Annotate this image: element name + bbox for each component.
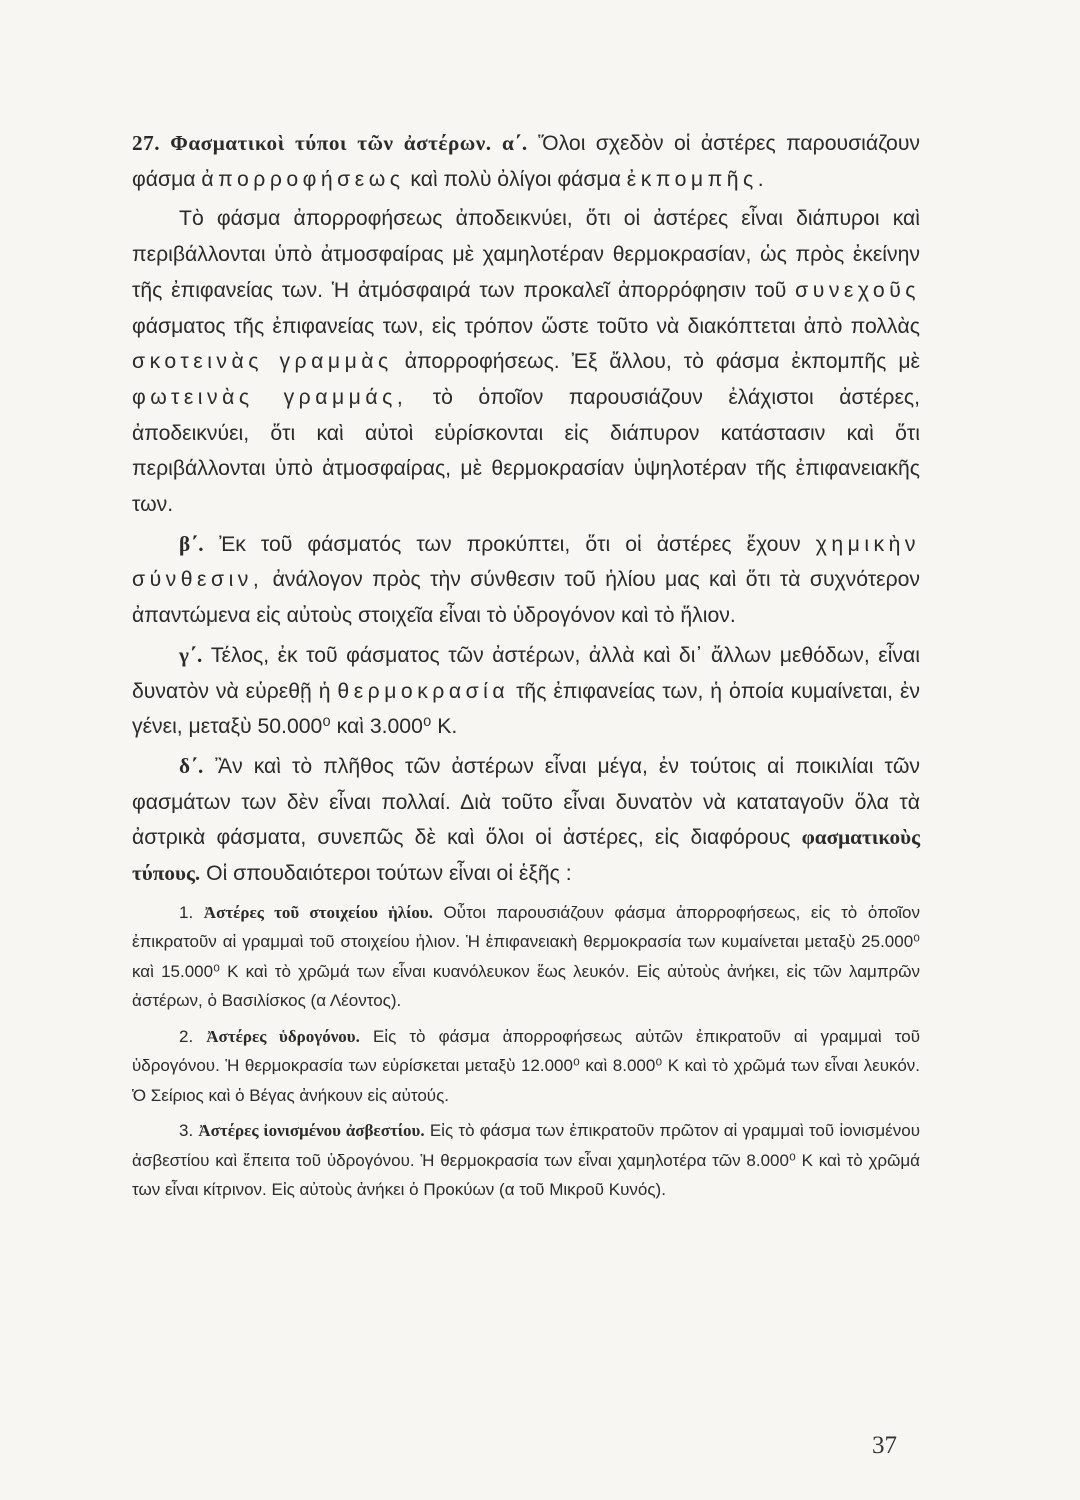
section-heading: 27. Φασματικοὶ τύποι τῶν ἀστέρων. bbox=[132, 131, 492, 155]
list-item-text: Εἰς τὸ φάσμα ἀπορροφήσεως αὐτῶν ἐπικρατοῦν αἱ γραμμαὶ τοῦ ὑδρογόνου. Ἡ θερμοκρασία των εὑρίσκεται μεταξὺ 12.000⁰ καὶ 8.000⁰ Κ καὶ τὸ χρῶμά των εἶναι λευκόν. Ὁ Σείριος καὶ ὁ Βέγας ἀνήκουν εἰς αὐτούς. bbox=[132, 1026, 920, 1105]
paragraph-d bbox=[132, 749, 920, 892]
text-run: ἀνάλογον πρὸς τὴν σύνθεσιν τοῦ ἡλίου μας καὶ ὅτι τὰ συχνότερον ἀπαντώμενα εἰς αὐτοὺς στοιχεῖα εἶναι τὸ ὑδρογόνον καὶ τὸ ἥλιον. bbox=[132, 568, 920, 628]
paragraph-c bbox=[132, 638, 920, 745]
paragraph-intro bbox=[132, 126, 920, 197]
text-run: Οἱ σπουδαιότεροι τούτων εἶναι οἱ ἑξῆς : bbox=[206, 862, 572, 886]
page-number: 37 bbox=[872, 1432, 897, 1459]
list-item-number: 1. bbox=[179, 902, 194, 922]
sub-label-d: δ΄. bbox=[179, 753, 204, 778]
text-run: Ἂν καὶ τὸ πλῆθος τῶν ἀστέρων εἶναι μέγα, ἐν τούτοις αἱ ποικιλίαι τῶν φασμάτων των δὲν εἶναι πολλαί. Διὰ τοῦτο εἶναι δυνατὸν νὰ καταταγοῦν ὅλα τὰ ἀστρικὰ φάσματα, συνεπῶς δὲ καὶ ὅλοι οἱ ἀστέρες, εἰς διαφόρους bbox=[132, 754, 921, 850]
text-run: τῆς ἐπιφανείας των, ἡ ὁποία κυμαίνεται, ἐν γένει, μεταξὺ 50.000⁰ καὶ 3.000⁰ Κ. bbox=[132, 679, 921, 739]
spectral-type-list bbox=[132, 898, 920, 1205]
list-item-title: Ἀστέρες τοῦ στοιχείου ἡλίου. bbox=[203, 902, 433, 922]
bold-term: φασματικοὺς τύπους. bbox=[132, 825, 921, 886]
spaced-term: θερμοκρασία bbox=[337, 679, 510, 703]
list-item bbox=[132, 898, 920, 1016]
sub-label-c: γ΄. bbox=[179, 642, 203, 667]
text-run: καὶ πολὺ ὀλίγοι φάσμα bbox=[410, 167, 621, 191]
spaced-term: ἐκπομπῆς. bbox=[626, 167, 769, 191]
text-run: Τὸ φάσμα ἀπορροφήσεως ἀποδεικνύει, ὅτι οἱ ἀστέρες εἶναι διάπυροι καὶ περιβάλλονται ὑπὸ ἀτμοσφαίρας μὲ χαμηλοτέραν θερμοκρασίαν, ὡς πρὸς ἐκείνην τῆς ἐπιφανείας των. Ἡ ἀτμόσφαιρά των προκαλεῖ ἀπορρόφησιν τοῦ bbox=[132, 207, 920, 302]
text-run: ἀπορροφήσεως. Ἐξ ἄλλου, τὸ φάσμα ἐκπομπῆς μὲ bbox=[404, 350, 920, 374]
spaced-term: φωτεινὰς γραμμάς, bbox=[132, 385, 408, 409]
text-run: φάσματος τῆς ἐπιφανείας των, εἰς τρόπον ὥστε τοῦτο νὰ διακόπτεται ἀπὸ πολλὰς bbox=[132, 314, 920, 338]
text-run: Τέλος, ἐκ τοῦ φάσματος τῶν ἀστέρων, ἀλλὰ καὶ δι᾽ ἄλλων μεθόδων, εἶναι δυνατὸν νὰ εὑρεθῇ ἡ bbox=[132, 643, 920, 703]
spaced-term: σκοτεινὰς γραμμὰς bbox=[132, 350, 393, 374]
list-item-text: Οὗτοι παρουσιάζουν φάσμα ἀπορροφήσεως, εἰς τὸ ὁποῖον ἐπικρατοῦν αἱ γραμμαὶ τοῦ στοιχείου ἡλιον. Ἡ ἐπιφανειακὴ θερμοκρασία των κυμαίνεται μεταξὺ 25.000⁰ καὶ 15.000⁰ Κ καὶ τὸ χρῶμά των εἶναι κυανόλευκον ἕως λευκόν. Εἰς αὐτοὺς ἀνήκει, εἰς τῶν λαμπρῶν ἀστέρων, ὁ Βασιλίσκος (α Λέοντος). bbox=[132, 902, 920, 1011]
list-item bbox=[132, 1022, 920, 1111]
sub-label-b: β΄. bbox=[179, 531, 205, 556]
paragraph-absorption bbox=[132, 201, 920, 522]
list-item-number: 2. bbox=[179, 1026, 194, 1046]
list-item-number: 3. bbox=[179, 1121, 194, 1141]
spaced-term: ἀπορροφήσεως bbox=[201, 167, 405, 191]
spaced-term: χημικὴν σύνθεσιν, bbox=[132, 532, 921, 592]
text-run: τὸ ὁποῖον παρουσιάζουν ἐλάχιστοι ἀστέρες, ἀποδεικνύει, ὅτι καὶ αὐτοὶ εὑρίσκονται εἰς διάπυρον κατάστασιν καὶ ὅτι περιβάλλονται ὑπὸ ἀτμοσφαίρας, μὲ θερμοκρασίαν ὑψηλοτέραν τῆς ἐπιφανειακῆς των. bbox=[132, 385, 920, 517]
body-text bbox=[132, 126, 920, 1211]
list-item-title: Ἀστέρες ὑδρογόνου. bbox=[206, 1026, 360, 1046]
text-run: Ἐκ τοῦ φάσματός των προκύπτει, ὅτι οἱ ἀστέρες ἔχουν bbox=[219, 532, 801, 556]
sub-label-a: α΄. bbox=[501, 131, 528, 155]
paragraph-b bbox=[132, 527, 920, 634]
list-item bbox=[132, 1116, 920, 1205]
text-run: Ὅλοι σχεδὸν οἱ ἀστέρες παρουσιάζουν φάσμα bbox=[132, 132, 920, 191]
spaced-term: συνεχοῦς bbox=[795, 278, 920, 302]
list-item-text: Εἰς τὸ φάσμα των ἐπικρατοῦν πρῶτον αἱ γραμμαὶ τοῦ ἰονισμένου ἀσβεστίου καὶ ἔπειτα τοῦ ὑδρογόνου. Ἡ θερμοκρασία των εἶναι χαμηλοτέρα τῶν 8.000⁰ Κ καὶ τὸ χρῶμά των εἶναι κίτρινον. Εἰς αὐτοὺς ἀνήκει ὁ Προκύων (α τοῦ Μικροῦ Κυνός). bbox=[132, 1121, 920, 1200]
list-item-title: Ἀστέρες ἰονισμένου ἀσβεστίου. bbox=[198, 1121, 425, 1141]
